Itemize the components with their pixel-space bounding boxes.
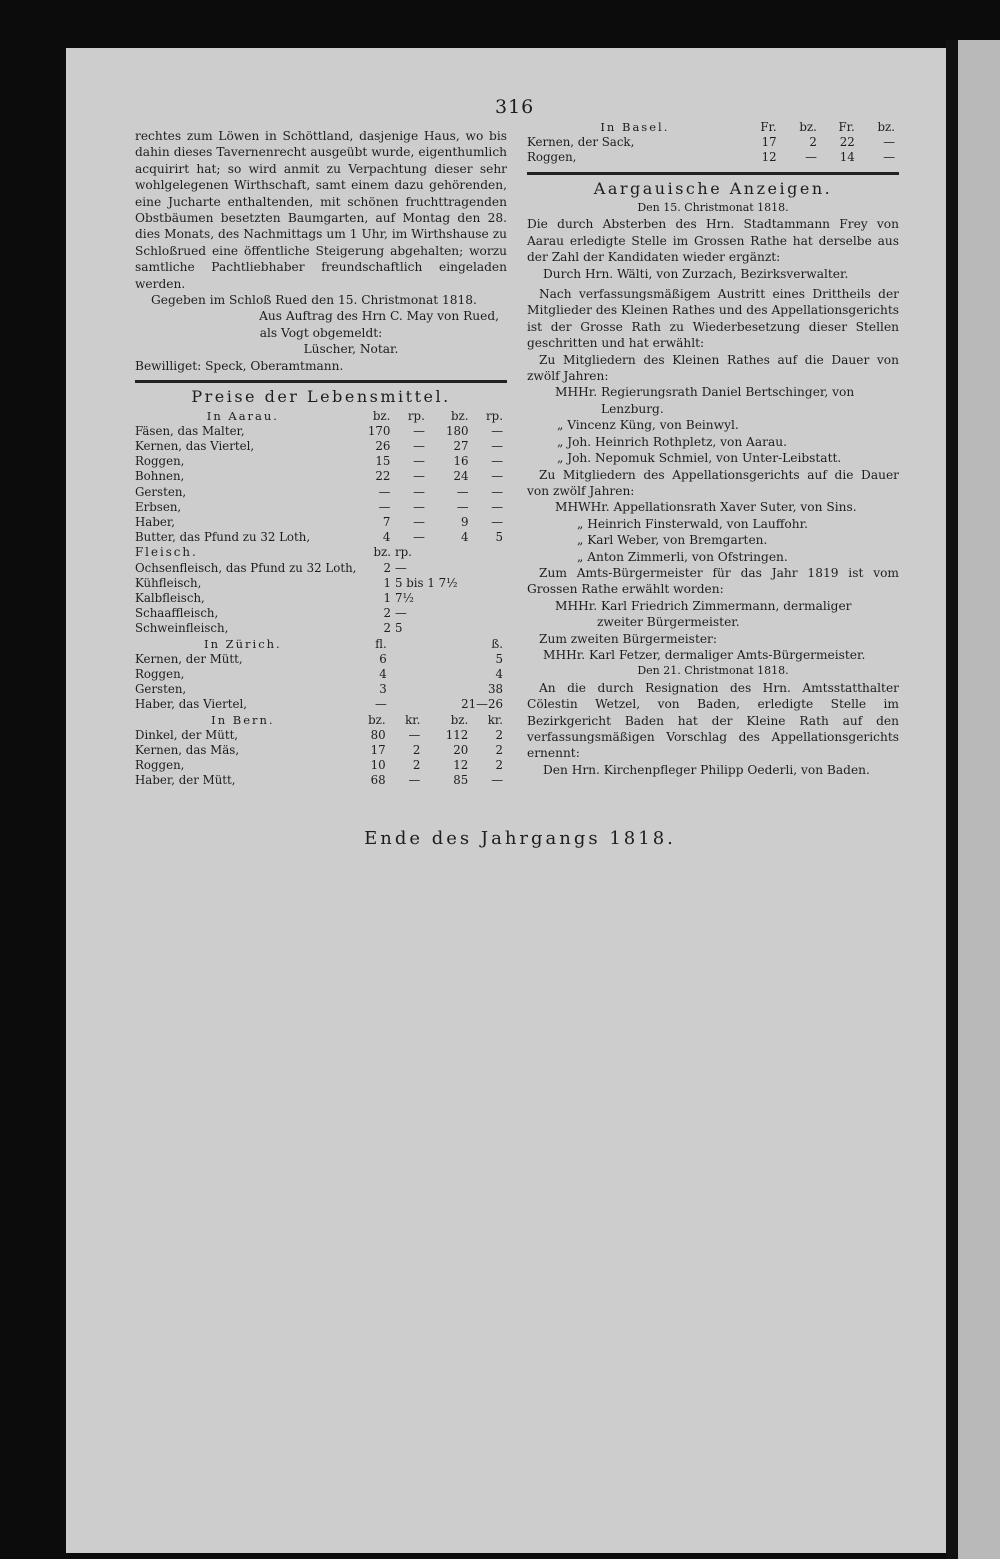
left-column	[135, 128, 507, 789]
court-member-1: MHWHr. Appellationsrath Xaver Suter, von Sins.	[555, 500, 857, 515]
right-column	[527, 120, 899, 778]
row-value: —	[491, 514, 503, 529]
row-value: 4	[495, 666, 503, 681]
row-value: —	[491, 454, 503, 469]
col-header: bz.	[373, 545, 391, 560]
col-header: fl.	[375, 636, 387, 651]
council-member-3: „ Joh. Heinrich Rothpletz, von Aarau.	[557, 434, 787, 449]
table-row	[135, 591, 507, 606]
row-label: Gersten,	[135, 484, 187, 499]
row-value: —	[413, 514, 425, 529]
row-value: 6	[379, 651, 387, 666]
row-value: —	[413, 499, 425, 514]
row-value: 112	[445, 727, 469, 742]
court-member-3: „ Karl Weber, von Bremgarten.	[577, 533, 768, 548]
row-value: 17	[370, 742, 386, 757]
row-value: —	[394, 606, 407, 621]
row-label: Roggen,	[135, 666, 185, 681]
row-value: —	[413, 469, 425, 484]
row-value: 2	[495, 758, 503, 773]
paragraph-1: Die durch Absterben des Hrn. Stadtammann Frey von Aarau erledigte Stelle im Grossen Rathe hat derselbe aus der Zahl der Kandidaten wieder ergänzt:	[527, 217, 899, 265]
col-header: bz.	[877, 120, 895, 134]
court-member-4: „ Anton Zimmerli, von Ofstringen.	[577, 549, 788, 564]
row-label: Haber, der Mütt,	[135, 773, 236, 788]
row-label: Erbsen,	[135, 499, 182, 514]
row-value: 80	[370, 727, 386, 742]
approved-line: Bewilliget: Speck, Oberamtmann.	[135, 358, 344, 373]
next-page-edge	[958, 40, 1000, 1559]
price-table-basel	[527, 120, 899, 166]
row-value: —	[805, 150, 817, 165]
row-value: 2	[495, 742, 503, 757]
page-number: 316	[495, 96, 535, 118]
given-line: Gegeben im Schloß Rued den 15. Christmonat 1818.	[151, 293, 477, 308]
row-value: 12	[453, 758, 469, 773]
price-table-bern	[135, 713, 507, 789]
row-value: 2	[383, 621, 391, 636]
row-value: —	[456, 499, 469, 514]
council-member-2: „ Vincenz Küng, von Beinwyl.	[557, 418, 739, 433]
paragraph-7-name: Den Hrn. Kirchenpfleger Philipp Oederli, von Baden.	[543, 762, 870, 777]
meat-heading: Fleisch.	[135, 545, 198, 560]
row-value: 21—26	[461, 697, 503, 712]
col-header: bz.	[372, 408, 391, 423]
col-header: kr.	[405, 712, 421, 727]
row-value: 17	[761, 135, 777, 150]
row-value: —	[413, 530, 425, 545]
order-line: Aus Auftrag des Hrn C. May von Rued,	[259, 309, 499, 324]
paragraph-7: An die durch Resignation des Hrn. Amtsstatthalter Cölestin Wetzel, von Baden, erledigte Stelle im Bezirkgericht Baden hat der Kleine Rath auf den verfassungsmäßigen Vorschlag des Appellationsgerichts ernennt:	[527, 680, 899, 761]
paragraph-6-name: MHHr. Karl Fetzer, dermaliger Amts-Bürgermeister.	[543, 647, 866, 662]
table-row	[135, 561, 507, 576]
row-label: Ochsenfleisch, das Pfund zu 32 Loth,	[135, 560, 357, 575]
col-header: ß.	[491, 636, 503, 651]
row-value: 5	[495, 651, 503, 666]
table-row	[135, 728, 507, 743]
row-value: 4	[382, 530, 391, 545]
table-row	[135, 485, 507, 500]
row-value: 2	[495, 727, 503, 742]
table-row	[135, 439, 507, 454]
row-value: —	[408, 727, 421, 742]
row-value: 5 bis 1 7½	[394, 575, 458, 590]
table-row	[527, 150, 899, 165]
row-label: Kernen, das Mäs,	[135, 742, 240, 757]
col-header: rp.	[407, 408, 425, 423]
price-table-meat	[135, 545, 507, 636]
table-row	[135, 606, 507, 621]
table-row	[135, 500, 507, 515]
row-label: Roggen,	[135, 758, 185, 773]
row-value: 7½	[394, 590, 414, 605]
row-value: 16	[453, 454, 469, 469]
row-value: —	[413, 423, 425, 438]
table-row	[135, 743, 507, 758]
row-label: Kernen, der Sack,	[527, 135, 635, 150]
paragraph-6: Zum zweiten Bürgermeister:	[539, 631, 717, 646]
col-header: bz.	[799, 120, 817, 134]
col-header: bz.	[450, 408, 469, 423]
row-value: —	[491, 773, 503, 788]
row-value: 5	[394, 621, 403, 636]
row-value: 22	[839, 135, 855, 150]
notary-line: Lüscher, Notar.	[303, 342, 399, 357]
paragraph-3: Zu Mitgliedern des Kleinen Rathes auf die Dauer von zwölf Jahren:	[527, 352, 899, 384]
col-header: bz.	[450, 712, 469, 727]
row-value: —	[408, 773, 421, 788]
row-value: 2	[412, 742, 421, 757]
row-value: 1	[383, 575, 391, 590]
row-label: Gersten,	[135, 682, 187, 697]
row-value: 2	[809, 135, 817, 150]
row-value: —	[491, 423, 503, 438]
table-row	[135, 530, 507, 545]
row-value: 4	[460, 530, 469, 545]
basel-heading: In Basel.	[600, 120, 670, 134]
row-value: —	[883, 135, 895, 150]
table-row	[135, 469, 507, 484]
prices-title: Preise der Lebensmittel.	[191, 387, 451, 407]
row-value: 15	[375, 454, 391, 469]
row-label: Bohnen,	[135, 469, 185, 484]
row-value: 7	[382, 514, 391, 529]
row-value: 9	[460, 514, 469, 529]
row-label: Dinkel, der Mütt,	[135, 727, 239, 742]
table-row	[135, 424, 507, 439]
row-value: 2	[383, 560, 391, 575]
row-value: 4	[379, 666, 387, 681]
table-row	[135, 697, 507, 712]
court-member-2: „ Heinrich Finsterwald, von Lauffohr.	[577, 516, 808, 531]
col-header: Fr.	[760, 120, 777, 134]
table-row	[135, 454, 507, 469]
row-label: Schweinfleisch,	[135, 621, 229, 636]
price-table-aarau	[135, 409, 507, 546]
row-value: 5	[495, 530, 503, 545]
row-value: 24	[453, 469, 469, 484]
row-label: Kühfleisch,	[135, 575, 202, 590]
zurich-heading: In Zürich.	[204, 636, 282, 651]
council-member-1: MHHr. Regierungsrath Daniel Bertschinger, von Lenzburg.	[555, 385, 855, 416]
auction-notice-text: rechtes zum Löwen in Schöttland, dasjenige Haus, wo bis dahin dieses Tavernenrecht ausgeübt wurde, eigenthumlich acquirirt hat; so wird anmit zu Verpachtung dieser sehr wohlgelegenen Wirthschaft, samt einem dazu gehörenden, eine Jucharte enthaltenden, mit schönen fruchttragenden Obstbäumen besetzten Baumgarten, auf Montag den 28. dies Monats, des Nachmittags um 1 Uhr, im Wirthshause zu Schloßrued eine öffentliche Steigerung abgehalten; worzu samtliche Pachtliebhaber freundschaftlich eingeladen werden.	[135, 129, 507, 291]
paragraph-5-name: MHHr. Karl Friedrich Zimmermann, dermaliger zweiter Bürgermeister.	[555, 598, 852, 630]
col-header: rp.	[486, 408, 503, 423]
row-value: —	[456, 484, 469, 499]
bern-heading: In Bern.	[211, 712, 275, 727]
price-table-zurich	[135, 637, 507, 713]
divider	[135, 380, 507, 383]
bailiff-line: als Vogt obgemeldt:	[259, 325, 383, 340]
row-value: —	[394, 560, 407, 575]
col-header: bz.	[368, 712, 386, 727]
table-row	[135, 667, 507, 682]
row-value: —	[413, 454, 425, 469]
row-label: Haber, das Viertel,	[135, 697, 248, 712]
row-value: —	[413, 484, 425, 499]
announcements-title: Aargauische Anzeigen.	[593, 178, 833, 198]
end-note: Ende des Jahrgangs 1818.	[364, 828, 676, 849]
paragraph-5: Zum Amts-Bürgermeister für das Jahr 1819 ist vom Grossen Rathe erwählt worden:	[527, 565, 899, 597]
row-label: Kernen, das Viertel,	[135, 438, 255, 453]
row-value: 170	[367, 423, 391, 438]
row-value: —	[378, 499, 391, 514]
divider	[527, 172, 899, 175]
row-label: Kalbfleisch,	[135, 590, 205, 605]
council-member-4: „ Joh. Nepomuk Schmiel, von Unter-Leibstatt.	[557, 451, 842, 466]
row-label: Fäsen, das Malter,	[135, 423, 245, 438]
col-header: rp.	[394, 545, 412, 560]
row-value: 2	[412, 758, 421, 773]
row-value: 10	[370, 758, 386, 773]
row-value: 14	[839, 150, 855, 165]
row-value: 27	[453, 438, 469, 453]
row-value: 26	[375, 438, 391, 453]
row-value: 68	[370, 773, 386, 788]
scan-edge	[946, 40, 958, 1559]
row-value: 1	[383, 590, 391, 605]
date-1: Den 15. Christmonat 1818.	[637, 201, 789, 215]
col-header: Fr.	[838, 120, 855, 134]
paragraph-1-name: Durch Hrn. Wälti, von Zurzach, Bezirksverwalter.	[543, 266, 849, 281]
table-row	[135, 515, 507, 530]
row-value: —	[491, 469, 503, 484]
table-row	[135, 682, 507, 697]
paragraph-4: Zu Mitgliedern des Appellationsgerichts auf die Dauer von zwölf Jahren:	[527, 467, 899, 498]
row-value: —	[375, 697, 387, 712]
table-row	[527, 135, 899, 150]
row-value: —	[378, 484, 391, 499]
aarau-heading: In Aarau.	[206, 408, 279, 423]
row-label: Haber,	[135, 514, 175, 529]
date-2: Den 21. Christmonat 1818.	[637, 664, 789, 678]
table-row	[135, 758, 507, 773]
row-value: —	[491, 484, 503, 499]
row-value: 20	[453, 742, 469, 757]
row-label: Butter, das Pfund zu 32 Loth,	[135, 530, 311, 545]
row-value: —	[491, 499, 503, 514]
table-row	[135, 576, 507, 591]
row-value: 38	[487, 682, 503, 697]
row-label: Kernen, der Mütt,	[135, 651, 243, 666]
row-value: 180	[445, 423, 469, 438]
paragraph-2: Nach verfassungsmäßigem Austritt eines Drittheils der Mitglieder des Kleinen Rathes und des Appellationsgerichts ist der Grosse Rath zu Wiederbesetzung dieser Stellen geschritten und hat erwählt:	[527, 287, 899, 351]
row-label: Roggen,	[135, 454, 185, 469]
col-header: kr.	[487, 712, 503, 727]
row-value: 2	[383, 606, 391, 621]
row-value: —	[491, 438, 503, 453]
table-row	[135, 652, 507, 667]
row-value: 85	[453, 773, 469, 788]
row-value: 3	[379, 682, 387, 697]
row-value: —	[883, 150, 895, 165]
table-row	[135, 621, 507, 636]
row-value: 22	[375, 469, 391, 484]
row-value: 12	[761, 150, 777, 165]
row-label: Schaaffleisch,	[135, 606, 219, 621]
row-value: —	[413, 438, 425, 453]
row-label: Roggen,	[527, 150, 577, 165]
table-row	[135, 773, 507, 788]
